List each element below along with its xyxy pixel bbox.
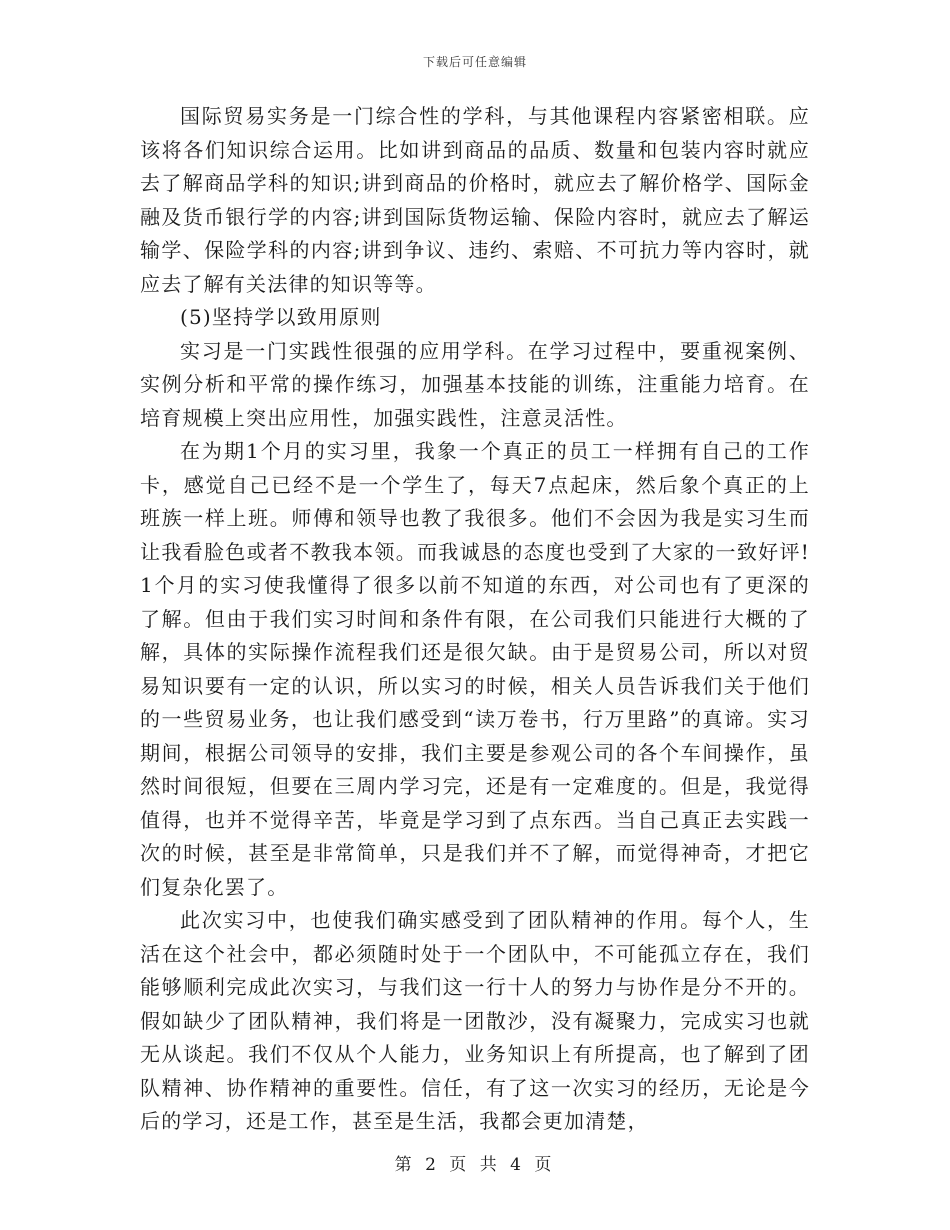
paragraph-1: 国际贸易实务是一门综合性的学科，与其他课程内容紧密相联。应该将各们知识综合运用。比如讲到商品的品质、数量和包装内容时就应去了解商品学科的知识;讲到商品的价格时，就应去了解价格学、国际金融及货币银行学的内容;讲到国际货物运输、保险内容时，就应去了解运输学、保险学科的内容;讲到争议、违约、索赔、不可抗力等内容时，就应去了解有关法律的知识等等。 — [140, 104, 810, 296]
paragraph-3: 实习是一门实践性很强的应用学科。在学习过程中，要重视案例、实例分析和平常的操作练习，加强基本技能的训练，注重能力培育。在培育规模上突出应用性，加强实践性，注意灵活性。 — [140, 338, 810, 430]
paragraph-5: 此次实习中，也使我们确实感受到了团队精神的作用。每个人，生活在这个社会中，都必须随时处于一个团队中，不可能孤立存在，我们能够顺利完成此次实习，与我们这一行十人的努力与协作是分不开的。假如缺少了团队精神，我们将是一团散沙，没有凝聚力，完成实习也就无从谈起。我们不仅从个人能力，业务知识上有所提高，也了解到了团队精神、协作精神的重要性。信任，有了这一次实习的经历，无论是今后的学习，还是工作，甚至是生活，我都会更加清楚， — [140, 908, 810, 1133]
page-number: 第 2 页 共 4 页 — [394, 1155, 556, 1175]
document-body — [140, 100, 810, 1139]
paragraph-2-heading: (5)坚持学以致用原则 — [180, 305, 382, 329]
paragraph-4: 在为期1个月的实习里，我象一个真正的员工一样拥有自己的工作卡，感觉自己已经不是一个学生了，每天7点起床，然后象个真正的上班族一样上班。师傅和领导也教了我很多。他们不会因为我是实习生而让我看脸色或者不教我本领。而我诚恳的态度也受到了大家的一致好评!1个月的实习使我懂得了很多以前不知道的东西，对公司也有了更深的了解。但由于我们实习时间和条件有限，在公司我们只能进行大概的了解，具体的实际操作流程我们还是很欠缺。由于是贸易公司，所以对贸易知识要有一定的认识，所以实习的时候，相关人员告诉我们关于他们的一些贸易业务，也让我们感受到“读万卷书，行万里路”的真谛。实习期间，根据公司领导的安排，我们主要是参观公司的各个车间操作，虽然时间很短，但要在三周内学习完，还是有一定难度的。但是，我觉得值得，也并不觉得辛苦，毕竟是学习到了点东西。当自己真正去实践一次的时候，甚至是非常简单，只是我们并不了解，而觉得神奇，才把它们复杂化罢了。 — [140, 439, 810, 899]
page-header: 下载后可任意编辑 — [422, 55, 527, 69]
